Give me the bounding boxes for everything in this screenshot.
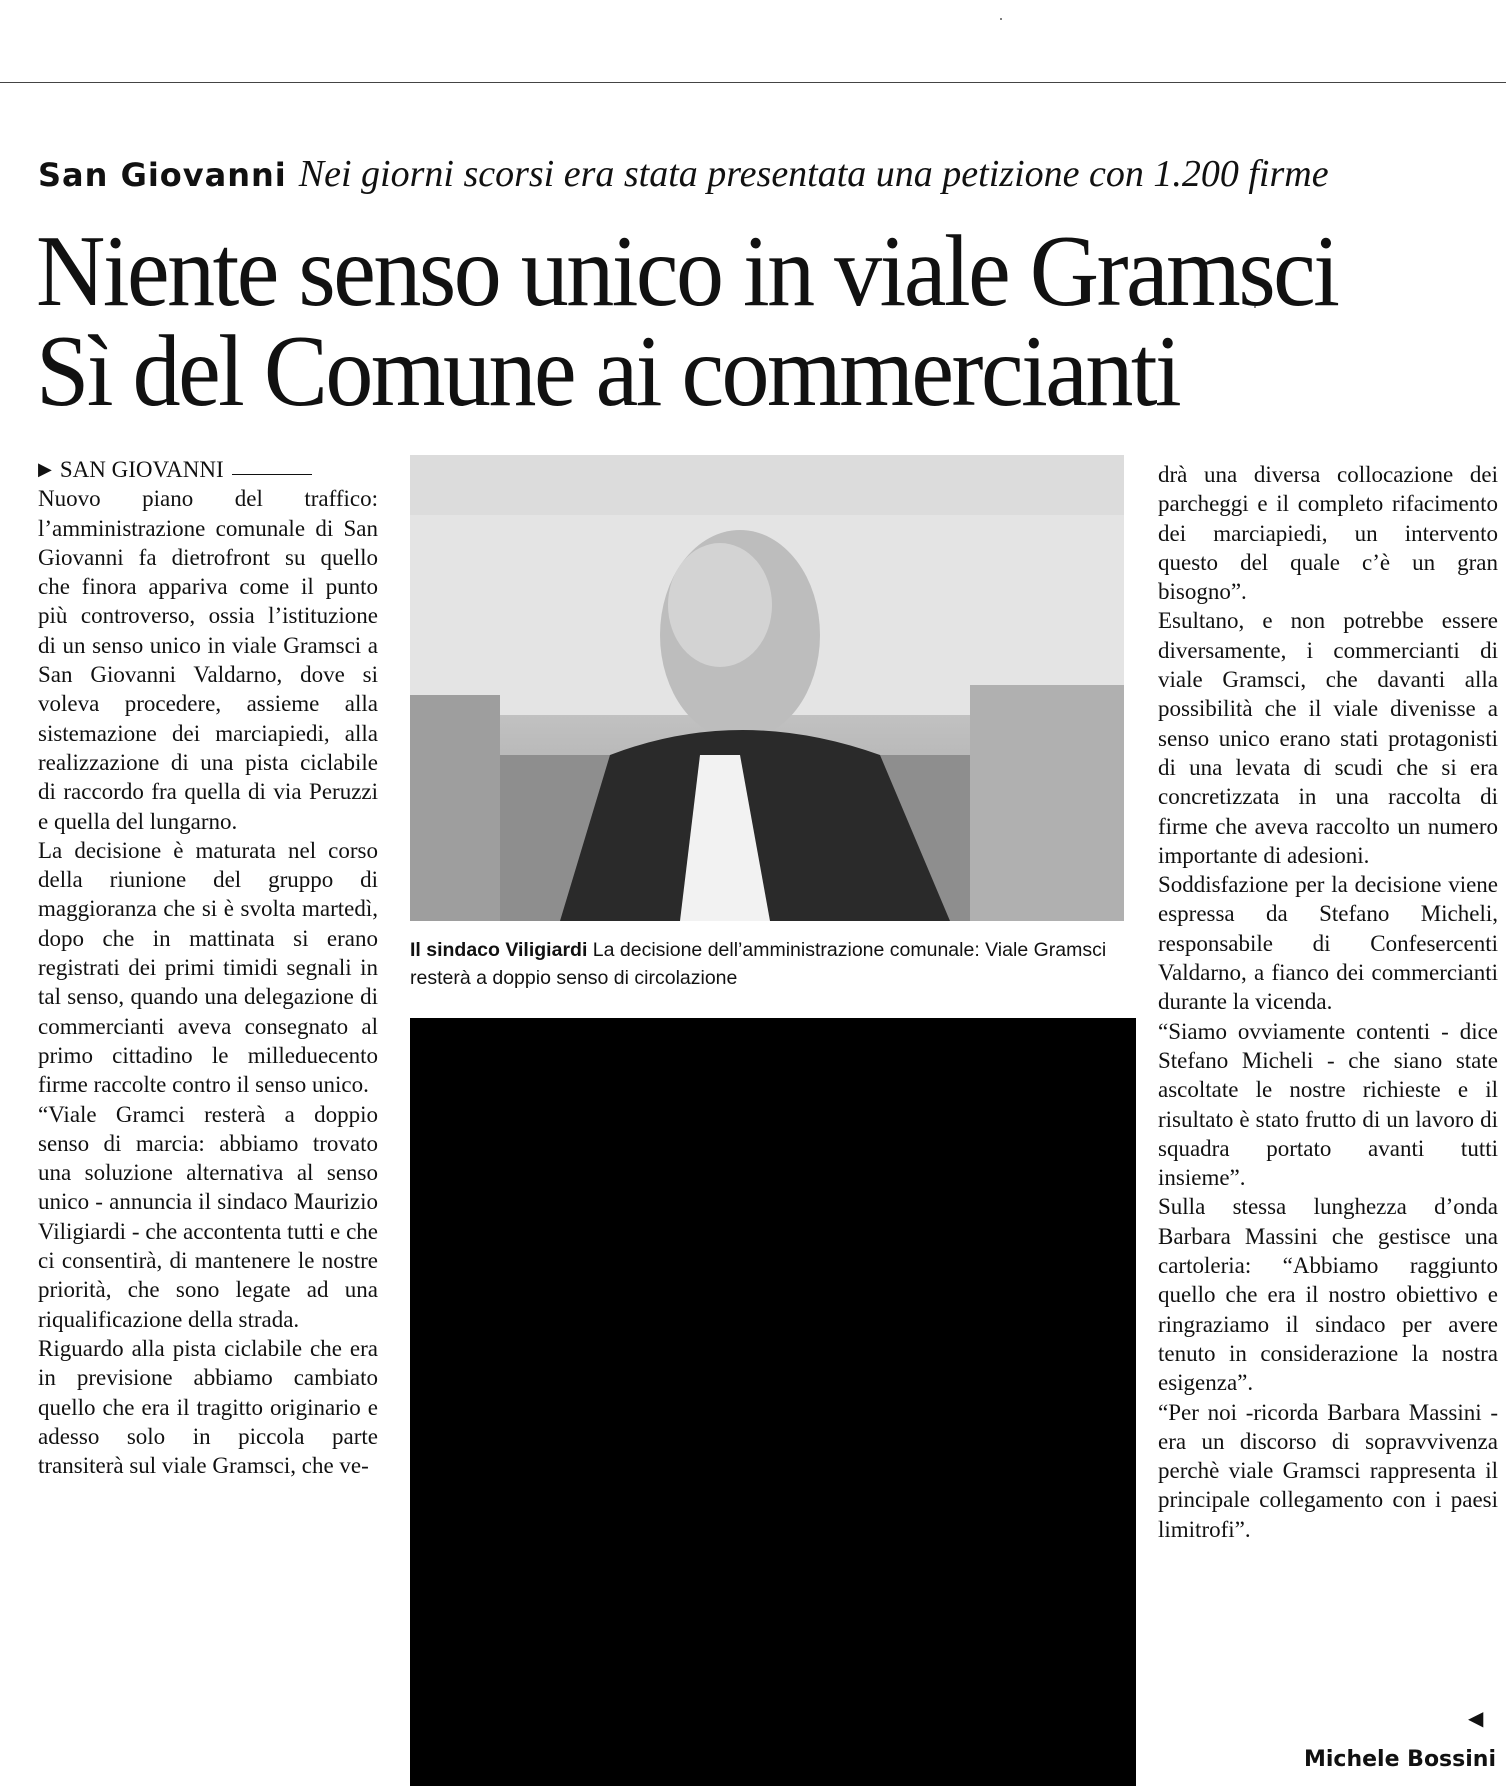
article-column-left bbox=[38, 455, 378, 1480]
caption-text: La decisione dell’amministrazione comunale: Viale Gramsci resterà a doppio senso di circolazione bbox=[410, 939, 1107, 989]
paragraph: Esultano, e non potrebbe essere diversamente, i commercianti di viale Gramsci, che davanti alla possibilità che il viale divenisse a senso unico erano stati protagonisti di una levata di scudi che si era concretizzata in una raccolta di firme che aveva raccolto un numero importante di adesioni. bbox=[1158, 608, 1498, 868]
paragraph: Sulla stessa lunghezza d’onda Barbara Massini che gestisce una cartoleria: “Abbiamo raggiunto quello che era il nostro obiettivo e ringraziamo il sindaco per avere tenuto in considerazione la nostra esigenza”. bbox=[1158, 1194, 1498, 1396]
headline-line-1: Niente senso unico in viale Gramsci bbox=[36, 213, 1338, 328]
top-rule bbox=[0, 82, 1506, 83]
kicker-line bbox=[38, 150, 1468, 199]
dateline-text: SAN GIOVANNI bbox=[59, 457, 224, 482]
redacted-block bbox=[410, 1018, 1136, 1786]
paragraph: “Per noi -ricorda Barbara Massini - era un discorso di sopravvivenza perchè viale Gramsci rappresenta il principale collegamento con i paesi limitrofi”. bbox=[1158, 1399, 1498, 1542]
dateline-arrow-icon: ▶ bbox=[38, 459, 52, 479]
paragraph: Soddisfazione per la decisione viene espressa da Stefano Micheli, responsabile di Confesercenti Valdarno, a fianco dei commercianti durante la vicenda. bbox=[1158, 872, 1498, 1015]
byline: Michele Bossini bbox=[1304, 1747, 1496, 1772]
article-photo bbox=[410, 455, 1124, 921]
paragraph: “Viale Gramci resterà a doppio senso di marcia: abbiamo trovato una soluzione alternativa al senso unico - annuncia il sindaco Maurizio Viligiardi - che accontenta tutti e che ci consentirà, di mantenere le nostre priorità, che sono legate ad una riqualificazione della strada. bbox=[38, 1101, 378, 1332]
headline-line-2: Sì del Comune ai commercianti bbox=[36, 313, 1180, 428]
paragraph: “Siamo ovviamente contenti - dice Stefano Micheli - che siano state ascoltate le nostre richieste e il risultato è stato frutto di un lavoro di squadra portato avanti tutti insieme”. bbox=[1158, 1018, 1498, 1191]
end-marker-icon: ◀ bbox=[1468, 1708, 1484, 1730]
caption-tag: Il sindaco Viligiardi bbox=[410, 939, 588, 961]
paragraph: La decisione è maturata nel corso della riunione del gruppo di maggioranza che si è svolta martedì, dopo che in mattinata si erano registrati dei primi timidi segnali in tal senso, quando una delegazione di commercianti aveva consegnato al primo cittadino le milleduecento firme raccolte contro il senso unico. bbox=[38, 837, 378, 1098]
photo-caption bbox=[410, 936, 1124, 992]
section-tag: San Giovanni bbox=[38, 156, 287, 194]
paragraph: Nuovo piano del traffico: l’amministrazione comunale di San Giovanni fa dietrofront su quello che finora appariva come il punto più controverso, ossia l’istituzione di un senso unico in viale Gramsci a San Giovanni Valdarno, dove si voleva procedere, assieme alla sistemazione dei marciapiedi, alla realizzazione di una pista ciclabile di raccordo fra quella di via Peruzzi e quella del lungarno. bbox=[38, 486, 378, 834]
paragraph: drà una diversa collocazione dei parcheggi e il completo rifacimento dei marciapiedi, un intervento questo del quale c’è un gran bisogno”. bbox=[1158, 462, 1498, 605]
dateline-rule bbox=[232, 474, 312, 475]
mayor-photo-illustration bbox=[410, 455, 1124, 921]
dateline bbox=[38, 455, 378, 484]
subheadline: Nei giorni scorsi era stata presentata una petizione con 1.200 firme bbox=[298, 153, 1329, 195]
paragraph: Riguardo alla pista ciclabile che era in previsione abbiamo cambiato quello che era il tragitto originario e adesso solo in piccola parte transiterà sul viale Gramsci, che ve- bbox=[38, 1335, 378, 1479]
scan-speck bbox=[1000, 18, 1002, 20]
article-column-right bbox=[1158, 460, 1498, 1544]
